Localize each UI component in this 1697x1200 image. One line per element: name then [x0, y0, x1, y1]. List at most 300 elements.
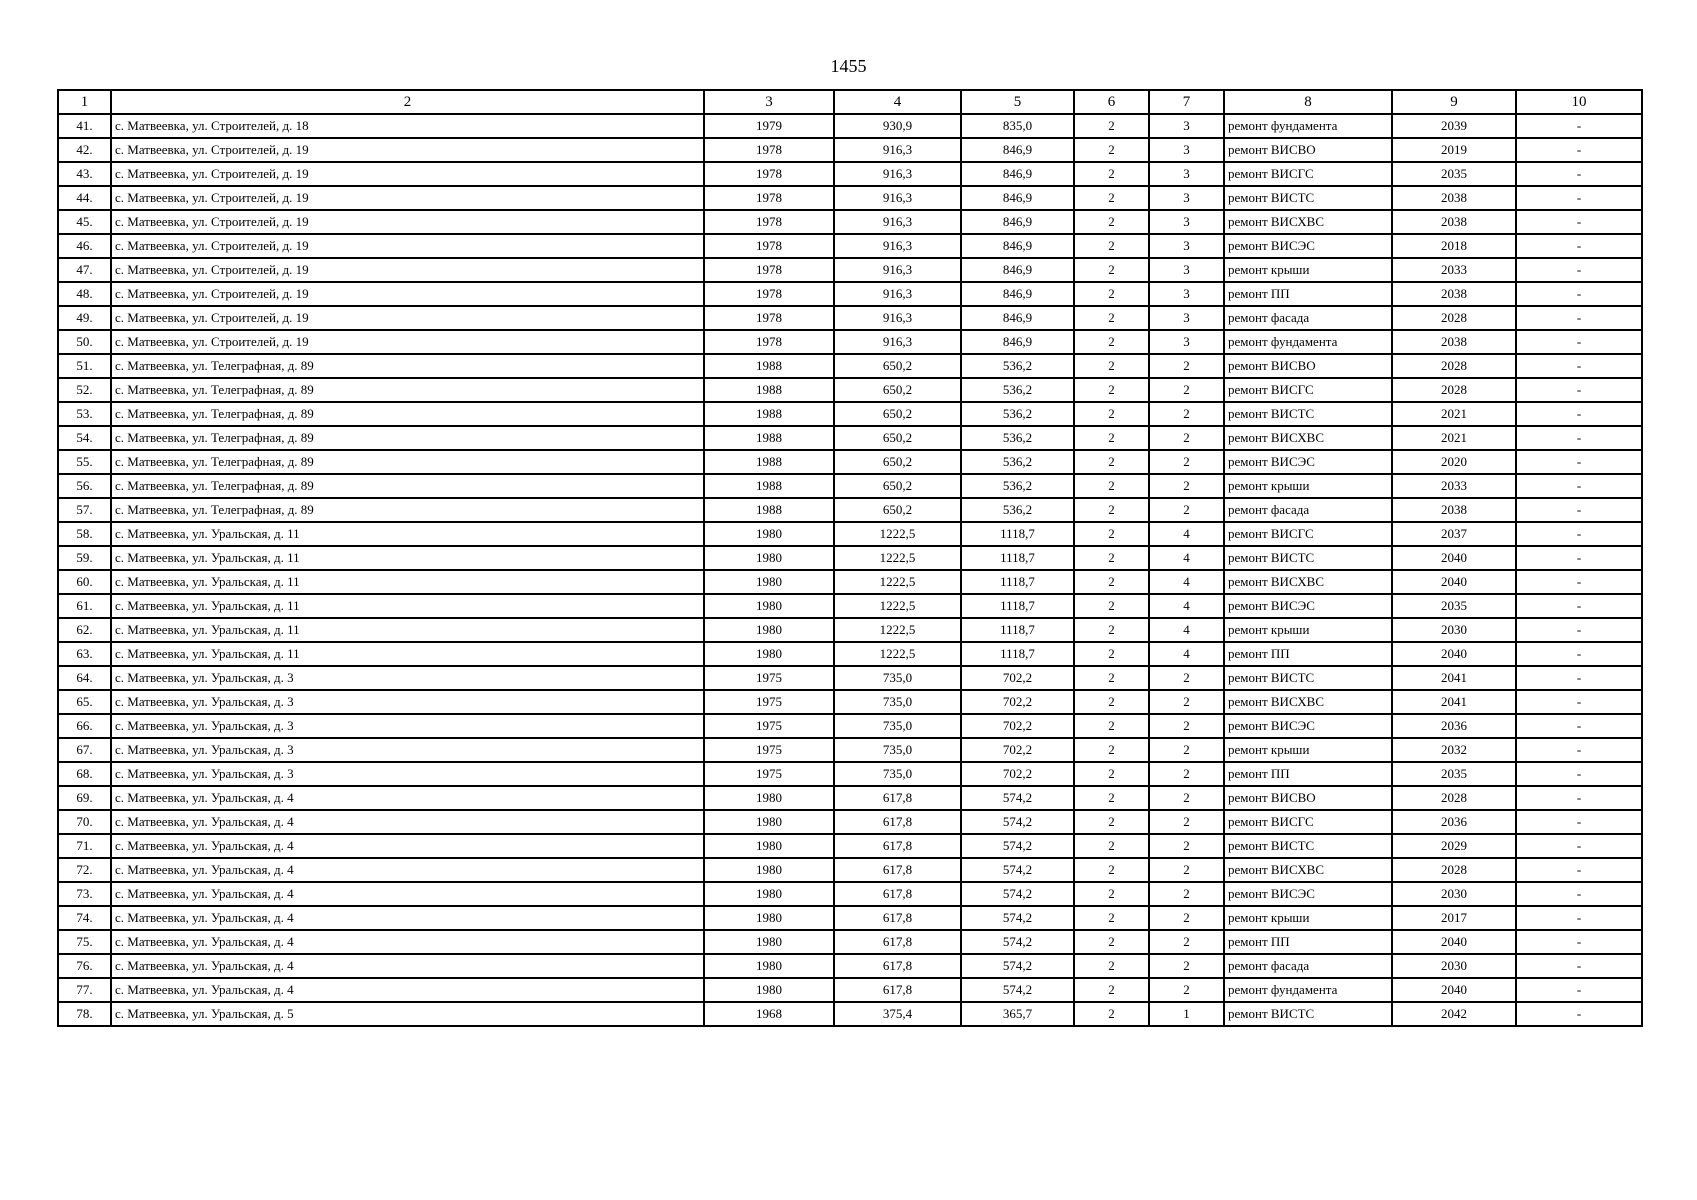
work-type: ремонт ВИСТС: [1224, 1002, 1392, 1026]
note-cell: -: [1516, 714, 1642, 738]
planned-year: 2040: [1392, 978, 1516, 1002]
planned-year: 2032: [1392, 738, 1516, 762]
year-built: 1975: [704, 690, 834, 714]
row-number: 77.: [58, 978, 111, 1002]
floors-cell: 2: [1074, 570, 1149, 594]
entrances-cell: 2: [1149, 714, 1224, 738]
total-area: 617,8: [834, 810, 961, 834]
year-built: 1978: [704, 282, 834, 306]
total-area: 916,3: [834, 258, 961, 282]
row-number: 72.: [58, 858, 111, 882]
total-area: 617,8: [834, 858, 961, 882]
entrances-cell: 3: [1149, 210, 1224, 234]
note-cell: -: [1516, 282, 1642, 306]
living-area: 1118,7: [961, 570, 1074, 594]
living-area: 702,2: [961, 714, 1074, 738]
entrances-cell: 2: [1149, 426, 1224, 450]
floors-cell: 2: [1074, 618, 1149, 642]
planned-year: 2040: [1392, 570, 1516, 594]
note-cell: -: [1516, 162, 1642, 186]
year-built: 1980: [704, 834, 834, 858]
year-built: 1988: [704, 426, 834, 450]
floors-cell: 2: [1074, 354, 1149, 378]
work-type: ремонт ВИСГС: [1224, 378, 1392, 402]
work-type: ремонт ПП: [1224, 282, 1392, 306]
living-area: 1118,7: [961, 618, 1074, 642]
planned-year: 2028: [1392, 786, 1516, 810]
note-cell: -: [1516, 498, 1642, 522]
total-area: 650,2: [834, 402, 961, 426]
address: с. Матвеевка, ул. Уральская, д. 11: [111, 570, 704, 594]
planned-year: 2041: [1392, 666, 1516, 690]
entrances-cell: 4: [1149, 570, 1224, 594]
total-area: 916,3: [834, 306, 961, 330]
row-number: 61.: [58, 594, 111, 618]
planned-year: 2030: [1392, 882, 1516, 906]
living-area: 574,2: [961, 978, 1074, 1002]
note-cell: -: [1516, 882, 1642, 906]
work-type: ремонт ВИСХВС: [1224, 210, 1392, 234]
planned-year: 2040: [1392, 546, 1516, 570]
planned-year: 2038: [1392, 498, 1516, 522]
table-row: [58, 714, 1642, 738]
note-cell: -: [1516, 234, 1642, 258]
table-row: [58, 546, 1642, 570]
table-row: [58, 594, 1642, 618]
year-built: 1988: [704, 354, 834, 378]
row-number: 55.: [58, 450, 111, 474]
work-type: ремонт фундамента: [1224, 978, 1392, 1002]
entrances-cell: 2: [1149, 762, 1224, 786]
note-cell: -: [1516, 258, 1642, 282]
entrances-cell: 3: [1149, 258, 1224, 282]
address: с. Матвеевка, ул. Строителей, д. 19: [111, 186, 704, 210]
living-area: 702,2: [961, 762, 1074, 786]
living-area: 702,2: [961, 666, 1074, 690]
floors-cell: 2: [1074, 306, 1149, 330]
address: с. Матвеевка, ул. Уральская, д. 4: [111, 906, 704, 930]
address: с. Матвеевка, ул. Строителей, д. 19: [111, 306, 704, 330]
address: с. Матвеевка, ул. Уральская, д. 11: [111, 642, 704, 666]
total-area: 1222,5: [834, 522, 961, 546]
work-type: ремонт ВИСВО: [1224, 354, 1392, 378]
note-cell: -: [1516, 930, 1642, 954]
note-cell: -: [1516, 906, 1642, 930]
row-number: 48.: [58, 282, 111, 306]
work-type: ремонт ВИСТС: [1224, 546, 1392, 570]
planned-year: 2033: [1392, 474, 1516, 498]
year-built: 1978: [704, 186, 834, 210]
column-header-2: 2: [111, 90, 704, 114]
planned-year: 2040: [1392, 642, 1516, 666]
row-number: 49.: [58, 306, 111, 330]
work-type: ремонт фундамента: [1224, 114, 1392, 138]
living-area: 536,2: [961, 354, 1074, 378]
living-area: 846,9: [961, 162, 1074, 186]
year-built: 1968: [704, 1002, 834, 1026]
floors-cell: 2: [1074, 282, 1149, 306]
planned-year: 2021: [1392, 426, 1516, 450]
year-built: 1978: [704, 258, 834, 282]
total-area: 735,0: [834, 714, 961, 738]
work-type: ремонт ВИСТС: [1224, 186, 1392, 210]
total-area: 617,8: [834, 906, 961, 930]
living-area: 536,2: [961, 426, 1074, 450]
note-cell: -: [1516, 114, 1642, 138]
entrances-cell: 3: [1149, 138, 1224, 162]
row-number: 58.: [58, 522, 111, 546]
header-row: [58, 90, 1642, 114]
total-area: 1222,5: [834, 618, 961, 642]
planned-year: 2036: [1392, 810, 1516, 834]
year-built: 1980: [704, 522, 834, 546]
work-type: ремонт крыши: [1224, 618, 1392, 642]
address: с. Матвеевка, ул. Уральская, д. 4: [111, 882, 704, 906]
address: с. Матвеевка, ул. Уральская, д. 4: [111, 834, 704, 858]
year-built: 1988: [704, 474, 834, 498]
total-area: 735,0: [834, 666, 961, 690]
total-area: 916,3: [834, 138, 961, 162]
entrances-cell: 3: [1149, 330, 1224, 354]
work-type: ремонт фасада: [1224, 498, 1392, 522]
row-number: 68.: [58, 762, 111, 786]
row-number: 62.: [58, 618, 111, 642]
year-built: 1988: [704, 402, 834, 426]
floors-cell: 2: [1074, 762, 1149, 786]
floors-cell: 2: [1074, 690, 1149, 714]
row-number: 60.: [58, 570, 111, 594]
entrances-cell: 1: [1149, 1002, 1224, 1026]
work-type: ремонт ВИСВО: [1224, 786, 1392, 810]
table-row: [58, 618, 1642, 642]
year-built: 1975: [704, 714, 834, 738]
table-row: [58, 210, 1642, 234]
work-type: ремонт ПП: [1224, 642, 1392, 666]
table-row: [58, 354, 1642, 378]
floors-cell: 2: [1074, 162, 1149, 186]
row-number: 42.: [58, 138, 111, 162]
row-number: 44.: [58, 186, 111, 210]
table-row: [58, 954, 1642, 978]
note-cell: -: [1516, 378, 1642, 402]
note-cell: -: [1516, 690, 1642, 714]
entrances-cell: 2: [1149, 666, 1224, 690]
total-area: 650,2: [834, 378, 961, 402]
entrances-cell: 3: [1149, 306, 1224, 330]
living-area: 574,2: [961, 882, 1074, 906]
entrances-cell: 3: [1149, 162, 1224, 186]
row-number: 67.: [58, 738, 111, 762]
year-built: 1980: [704, 546, 834, 570]
year-built: 1980: [704, 930, 834, 954]
table-row: [58, 522, 1642, 546]
entrances-cell: 2: [1149, 450, 1224, 474]
floors-cell: 2: [1074, 114, 1149, 138]
table-row: [58, 138, 1642, 162]
column-header-3: 3: [704, 90, 834, 114]
living-area: 536,2: [961, 450, 1074, 474]
table-row: [58, 186, 1642, 210]
note-cell: -: [1516, 138, 1642, 162]
address: с. Матвеевка, ул. Строителей, д. 18: [111, 114, 704, 138]
year-built: 1978: [704, 306, 834, 330]
floors-cell: 2: [1074, 858, 1149, 882]
note-cell: -: [1516, 786, 1642, 810]
address: с. Матвеевка, ул. Уральская, д. 4: [111, 930, 704, 954]
table-row: [58, 114, 1642, 138]
row-number: 71.: [58, 834, 111, 858]
year-built: 1980: [704, 642, 834, 666]
total-area: 930,9: [834, 114, 961, 138]
planned-year: 2035: [1392, 594, 1516, 618]
planned-year: 2030: [1392, 618, 1516, 642]
entrances-cell: 2: [1149, 858, 1224, 882]
table-row: [58, 930, 1642, 954]
address: с. Матвеевка, ул. Телеграфная, д. 89: [111, 474, 704, 498]
total-area: 1222,5: [834, 570, 961, 594]
address: с. Матвеевка, ул. Телеграфная, д. 89: [111, 402, 704, 426]
note-cell: -: [1516, 1002, 1642, 1026]
living-area: 846,9: [961, 138, 1074, 162]
address: с. Матвеевка, ул. Уральская, д. 4: [111, 786, 704, 810]
note-cell: -: [1516, 330, 1642, 354]
floors-cell: 2: [1074, 714, 1149, 738]
living-area: 846,9: [961, 210, 1074, 234]
table-row: [58, 402, 1642, 426]
year-built: 1978: [704, 162, 834, 186]
planned-year: 2018: [1392, 234, 1516, 258]
address: с. Матвеевка, ул. Уральская, д. 3: [111, 738, 704, 762]
planned-year: 2035: [1392, 162, 1516, 186]
address: с. Матвеевка, ул. Телеграфная, д. 89: [111, 498, 704, 522]
work-type: ремонт ВИСГС: [1224, 522, 1392, 546]
address: с. Матвеевка, ул. Строителей, д. 19: [111, 210, 704, 234]
floors-cell: 2: [1074, 138, 1149, 162]
year-built: 1978: [704, 234, 834, 258]
column-header-4: 4: [834, 90, 961, 114]
floors-cell: 2: [1074, 522, 1149, 546]
planned-year: 2036: [1392, 714, 1516, 738]
work-type: ремонт ПП: [1224, 930, 1392, 954]
note-cell: -: [1516, 522, 1642, 546]
total-area: 650,2: [834, 474, 961, 498]
note-cell: -: [1516, 450, 1642, 474]
total-area: 650,2: [834, 426, 961, 450]
floors-cell: 2: [1074, 210, 1149, 234]
entrances-cell: 2: [1149, 498, 1224, 522]
column-header-7: 7: [1149, 90, 1224, 114]
total-area: 735,0: [834, 762, 961, 786]
table-row: [58, 378, 1642, 402]
living-area: 574,2: [961, 786, 1074, 810]
floors-cell: 2: [1074, 426, 1149, 450]
total-area: 617,8: [834, 786, 961, 810]
address: с. Матвеевка, ул. Уральская, д. 4: [111, 978, 704, 1002]
planned-year: 2029: [1392, 834, 1516, 858]
row-number: 51.: [58, 354, 111, 378]
year-built: 1980: [704, 810, 834, 834]
year-built: 1975: [704, 666, 834, 690]
work-type: ремонт ВИСХВС: [1224, 570, 1392, 594]
year-built: 1980: [704, 954, 834, 978]
year-built: 1978: [704, 210, 834, 234]
page-number: 1455: [830, 56, 867, 76]
floors-cell: 2: [1074, 954, 1149, 978]
address: с. Матвеевка, ул. Уральская, д. 4: [111, 954, 704, 978]
entrances-cell: 2: [1149, 810, 1224, 834]
row-number: 75.: [58, 930, 111, 954]
address: с. Матвеевка, ул. Уральская, д. 4: [111, 810, 704, 834]
address: с. Матвеевка, ул. Уральская, д. 11: [111, 546, 704, 570]
note-cell: -: [1516, 978, 1642, 1002]
living-area: 846,9: [961, 330, 1074, 354]
note-cell: -: [1516, 210, 1642, 234]
floors-cell: 2: [1074, 474, 1149, 498]
entrances-cell: 2: [1149, 354, 1224, 378]
year-built: 1975: [704, 762, 834, 786]
work-type: ремонт ВИСЭС: [1224, 450, 1392, 474]
row-number: 43.: [58, 162, 111, 186]
entrances-cell: 4: [1149, 618, 1224, 642]
living-area: 574,2: [961, 930, 1074, 954]
column-header-5: 5: [961, 90, 1074, 114]
table-row: [58, 690, 1642, 714]
table-row: [58, 498, 1642, 522]
note-cell: -: [1516, 642, 1642, 666]
row-number: 64.: [58, 666, 111, 690]
living-area: 536,2: [961, 378, 1074, 402]
address: с. Матвеевка, ул. Уральская, д. 11: [111, 594, 704, 618]
address: с. Матвеевка, ул. Строителей, д. 19: [111, 330, 704, 354]
floors-cell: 2: [1074, 786, 1149, 810]
floors-cell: 2: [1074, 546, 1149, 570]
table-row: [58, 762, 1642, 786]
entrances-cell: 3: [1149, 282, 1224, 306]
floors-cell: 2: [1074, 1002, 1149, 1026]
floors-cell: 2: [1074, 498, 1149, 522]
year-built: 1980: [704, 978, 834, 1002]
living-area: 846,9: [961, 282, 1074, 306]
planned-year: 2019: [1392, 138, 1516, 162]
living-area: 574,2: [961, 858, 1074, 882]
planned-year: 2038: [1392, 210, 1516, 234]
floors-cell: 2: [1074, 906, 1149, 930]
total-area: 650,2: [834, 450, 961, 474]
table-row: [58, 306, 1642, 330]
address: с. Матвеевка, ул. Уральская, д. 3: [111, 690, 704, 714]
column-header-6: 6: [1074, 90, 1149, 114]
entrances-cell: 2: [1149, 882, 1224, 906]
work-type: ремонт ВИСЭС: [1224, 882, 1392, 906]
note-cell: -: [1516, 570, 1642, 594]
work-type: ремонт ВИСГС: [1224, 162, 1392, 186]
floors-cell: 2: [1074, 738, 1149, 762]
year-built: 1980: [704, 594, 834, 618]
year-built: 1978: [704, 138, 834, 162]
living-area: 536,2: [961, 402, 1074, 426]
planned-year: 2037: [1392, 522, 1516, 546]
total-area: 735,0: [834, 738, 961, 762]
address: с. Матвеевка, ул. Уральская, д. 3: [111, 762, 704, 786]
floors-cell: 2: [1074, 186, 1149, 210]
address: с. Матвеевка, ул. Телеграфная, д. 89: [111, 426, 704, 450]
row-number: 45.: [58, 210, 111, 234]
total-area: 650,2: [834, 498, 961, 522]
floors-cell: 2: [1074, 330, 1149, 354]
living-area: 1118,7: [961, 522, 1074, 546]
work-type: ремонт ВИСВО: [1224, 138, 1392, 162]
total-area: 916,3: [834, 210, 961, 234]
planned-year: 2020: [1392, 450, 1516, 474]
year-built: 1980: [704, 570, 834, 594]
total-area: 375,4: [834, 1002, 961, 1026]
table-row: [58, 738, 1642, 762]
total-area: 735,0: [834, 690, 961, 714]
address: с. Матвеевка, ул. Телеграфная, д. 89: [111, 378, 704, 402]
row-number: 41.: [58, 114, 111, 138]
planned-year: 2039: [1392, 114, 1516, 138]
table-row: [58, 666, 1642, 690]
entrances-cell: 2: [1149, 954, 1224, 978]
address: с. Матвеевка, ул. Уральская, д. 3: [111, 714, 704, 738]
living-area: 1118,7: [961, 594, 1074, 618]
note-cell: -: [1516, 666, 1642, 690]
table-row: [58, 810, 1642, 834]
note-cell: -: [1516, 186, 1642, 210]
planned-year: 2028: [1392, 354, 1516, 378]
total-area: 916,3: [834, 234, 961, 258]
living-area: 536,2: [961, 498, 1074, 522]
note-cell: -: [1516, 306, 1642, 330]
entrances-cell: 2: [1149, 690, 1224, 714]
floors-cell: 2: [1074, 810, 1149, 834]
row-number: 46.: [58, 234, 111, 258]
work-type: ремонт ВИСХВС: [1224, 426, 1392, 450]
note-cell: -: [1516, 810, 1642, 834]
work-type: ремонт фасада: [1224, 306, 1392, 330]
living-area: 846,9: [961, 186, 1074, 210]
floors-cell: 2: [1074, 234, 1149, 258]
table-row: [58, 786, 1642, 810]
work-type: ремонт ВИСТС: [1224, 402, 1392, 426]
work-type: ремонт крыши: [1224, 474, 1392, 498]
address: с. Матвеевка, ул. Строителей, д. 19: [111, 162, 704, 186]
floors-cell: 2: [1074, 642, 1149, 666]
floors-cell: 2: [1074, 594, 1149, 618]
year-built: 1979: [704, 114, 834, 138]
living-area: 846,9: [961, 306, 1074, 330]
entrances-cell: 2: [1149, 930, 1224, 954]
floors-cell: 2: [1074, 450, 1149, 474]
year-built: 1975: [704, 738, 834, 762]
work-type: ремонт ВИСЭС: [1224, 594, 1392, 618]
planned-year: 2028: [1392, 378, 1516, 402]
column-header-9: 9: [1392, 90, 1516, 114]
total-area: 617,8: [834, 954, 961, 978]
work-type: ремонт ВИСХВС: [1224, 858, 1392, 882]
address: с. Матвеевка, ул. Строителей, д. 19: [111, 234, 704, 258]
entrances-cell: 4: [1149, 546, 1224, 570]
repair-schedule-table: [57, 89, 1643, 1027]
total-area: 1222,5: [834, 546, 961, 570]
planned-year: 2040: [1392, 930, 1516, 954]
entrances-cell: 3: [1149, 234, 1224, 258]
entrances-cell: 4: [1149, 522, 1224, 546]
table-row: [58, 642, 1642, 666]
planned-year: 2028: [1392, 858, 1516, 882]
row-number: 66.: [58, 714, 111, 738]
total-area: 617,8: [834, 834, 961, 858]
